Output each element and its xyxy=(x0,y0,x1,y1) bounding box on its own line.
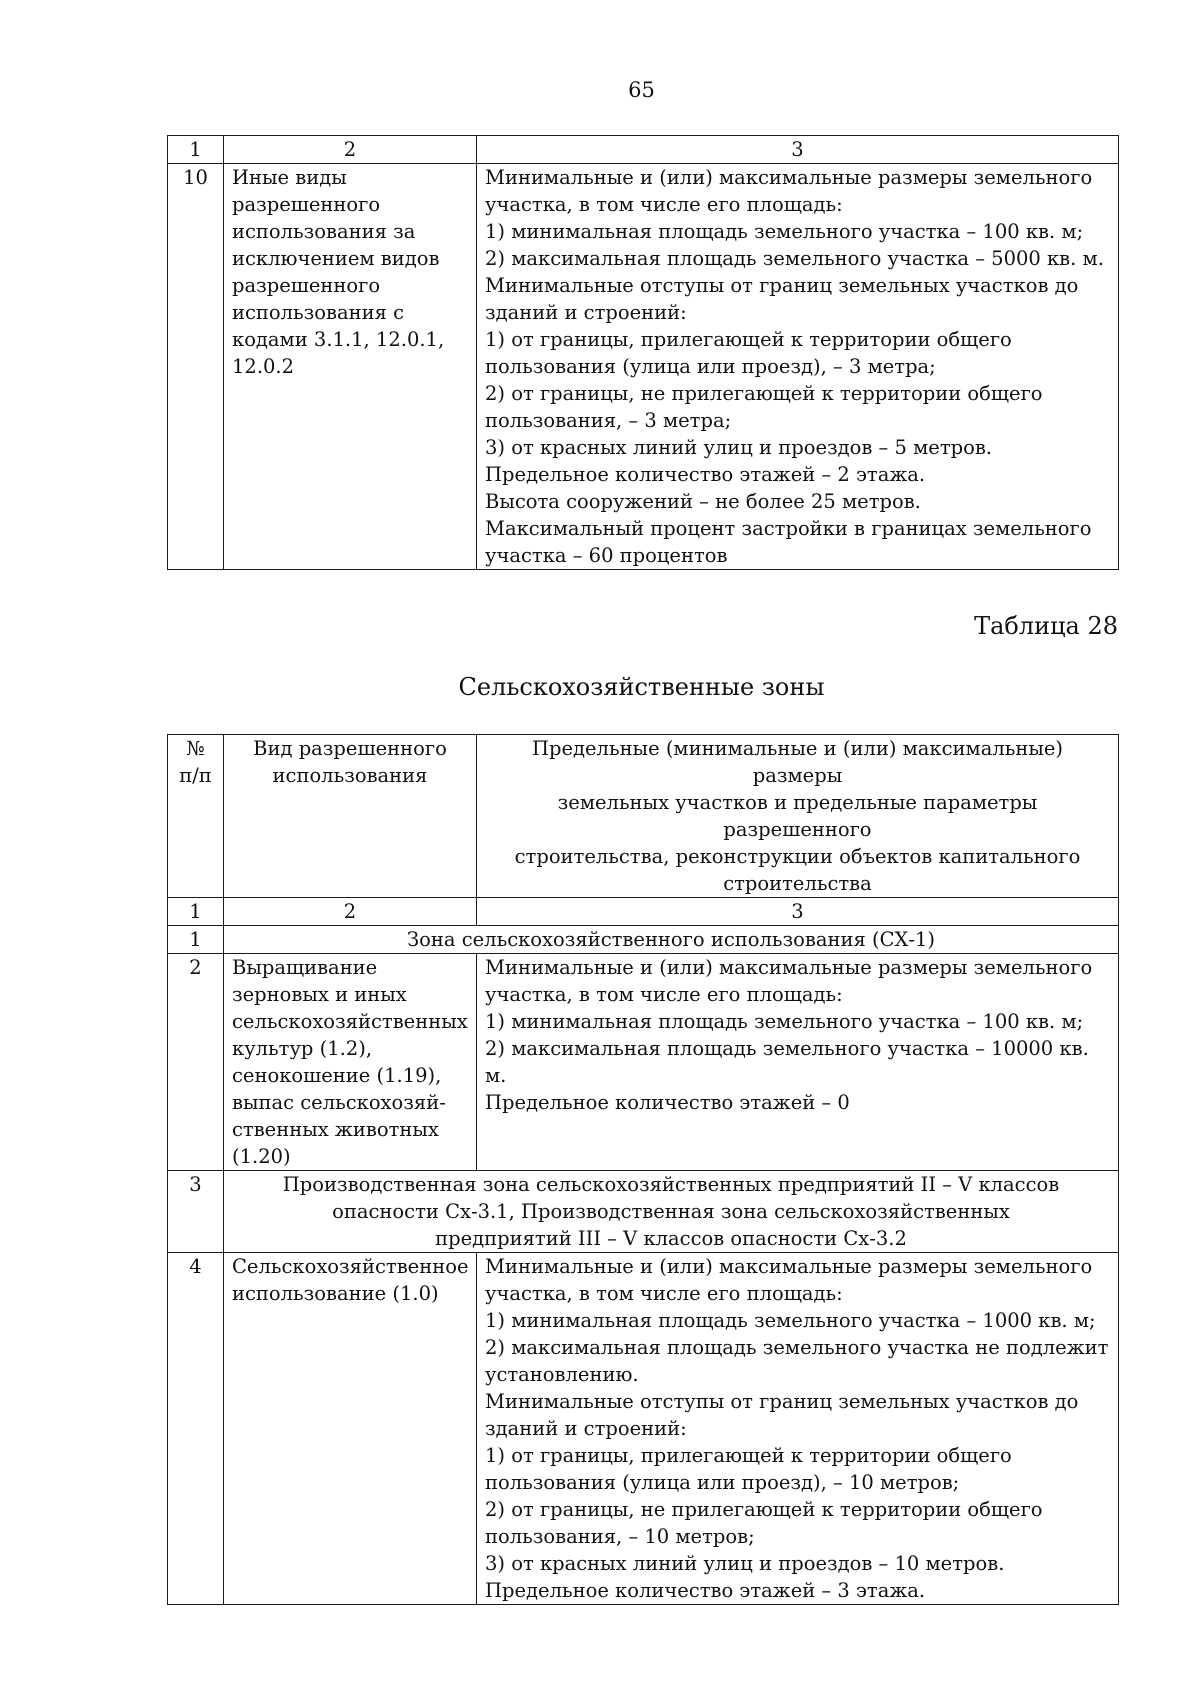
text-line: использования с xyxy=(232,301,405,324)
text-line: использования за xyxy=(232,220,416,243)
text-line: сенокошение (1.19), xyxy=(232,1064,442,1087)
text-line: сельскохозяйственных xyxy=(232,1010,468,1033)
text-line: зданий и строений: xyxy=(485,301,687,324)
zoning-table-continued xyxy=(167,135,1119,570)
text-line: 1) от границы, прилегающей к территории общего xyxy=(485,1444,1012,1467)
text-line: кодами 3.1.1, 12.0.1, xyxy=(232,328,445,351)
text-line: участка, в том числе его площадь: xyxy=(485,983,843,1006)
text-line: 2) от границы, не прилегающей к территории общего xyxy=(485,382,1043,405)
zone-name: Зона сельскохозяйственного использования (СХ-1) xyxy=(224,926,1119,954)
usage-type-cell xyxy=(224,1253,477,1605)
text-line: строительства xyxy=(723,872,872,895)
col-number-1: 1 xyxy=(168,898,224,926)
text-line: пользования (улица или проезд), – 10 метров; xyxy=(485,1471,960,1494)
row-number: 2 xyxy=(168,954,224,1171)
text-line: предприятий III – V классов опасности Сх-3.2 xyxy=(435,1227,907,1250)
text-line: участка, в том числе его площадь: xyxy=(485,1282,843,1305)
text-line: п/п xyxy=(179,764,212,787)
header-usage-type xyxy=(224,735,477,898)
text-line: 1) от границы, прилегающей к территории общего xyxy=(485,328,1012,351)
text-line: № xyxy=(186,737,205,760)
text-line: участка – 60 процентов xyxy=(485,544,728,567)
text-line: исключением видов xyxy=(232,247,440,270)
text-line: пользования (улица или проезд), – 3 метра; xyxy=(485,355,936,378)
col-number-3: 3 xyxy=(477,898,1119,926)
agricultural-zones-table xyxy=(167,734,1119,1605)
text-line: пользования, – 3 метра; xyxy=(485,409,732,432)
text-line: 2) максимальная площадь земельного участка – 5000 кв. м. xyxy=(485,247,1104,270)
text-line: Минимальные и (или) максимальные размеры земельного xyxy=(485,956,1093,979)
zone-name xyxy=(224,1171,1119,1253)
page-number: 65 xyxy=(628,78,655,102)
text-line: выпас сельскохозяй- xyxy=(232,1091,446,1114)
text-line: Предельное количество этажей – 3 этажа. xyxy=(485,1579,926,1602)
text-line: 1) минимальная площадь земельного участка – 1000 кв. м; xyxy=(485,1309,1096,1332)
text-line: строительства, реконструкции объектов капитального xyxy=(514,845,1081,868)
row-number: 3 xyxy=(168,1171,224,1253)
text-line: разрешенного xyxy=(232,193,381,216)
text-line: культур (1.2), xyxy=(232,1037,373,1060)
col-number-1: 1 xyxy=(168,136,224,164)
table-title: Сельскохозяйственные зоны xyxy=(458,673,825,701)
text-line: использования xyxy=(272,764,428,787)
text-line: Минимальные отступы от границ земельных участков до xyxy=(485,274,1079,297)
header-number xyxy=(168,735,224,898)
text-line: 1) минимальная площадь земельного участка – 100 кв. м; xyxy=(485,220,1084,243)
text-line: 2) максимальная площадь земельного участка не подлежит xyxy=(485,1336,1109,1359)
row-number: 4 xyxy=(168,1253,224,1605)
parameters-cell xyxy=(477,164,1119,570)
row-number: 1 xyxy=(168,926,224,954)
text-line: Производственная зона сельскохозяйственных предприятий II – V классов xyxy=(282,1173,1060,1196)
text-line: Предельное количество этажей – 2 этажа. xyxy=(485,463,926,486)
text-line: 12.0.2 xyxy=(232,355,295,378)
text-line: использование (1.0) xyxy=(232,1282,439,1305)
text-line: Выращивание xyxy=(232,956,378,979)
parameters-cell xyxy=(477,954,1119,1171)
col-number-2: 2 xyxy=(224,136,477,164)
column-number-row xyxy=(168,136,1119,164)
text-line: ственных животных xyxy=(232,1118,439,1141)
table-number: Таблица 28 xyxy=(974,612,1118,640)
text-line: (1.20) xyxy=(232,1145,291,1168)
text-line: Минимальные и (или) максимальные размеры земельного xyxy=(485,166,1093,189)
text-line: Предельные (минимальные и (или) максимальные) размеры xyxy=(531,737,1070,787)
text-line: Минимальные отступы от границ земельных участков до xyxy=(485,1390,1079,1413)
col-number-2: 2 xyxy=(224,898,477,926)
text-line: пользования, – 10 метров; xyxy=(485,1525,755,1548)
usage-type-cell xyxy=(224,954,477,1171)
parameters-cell xyxy=(477,1253,1119,1605)
text-line: Иные виды xyxy=(232,166,347,189)
text-line: Вид разрешенного xyxy=(253,737,447,760)
table-row xyxy=(168,1253,1119,1605)
text-line: 2) от границы, не прилегающей к территории общего xyxy=(485,1498,1043,1521)
text-line: зерновых и иных xyxy=(232,983,407,1006)
text-line: участка, в том числе его площадь: xyxy=(485,193,843,216)
text-line: 3) от красных линий улиц и проездов – 10 метров. xyxy=(485,1552,1005,1575)
zone-header-row xyxy=(168,926,1119,954)
text-line: 3) от красных линий улиц и проездов – 5 метров. xyxy=(485,436,992,459)
text-line: земельных участков и предельные параметры разрешенного xyxy=(557,791,1044,841)
text-line: разрешенного xyxy=(232,274,381,297)
table-row xyxy=(168,954,1119,1171)
zone-header-row xyxy=(168,1171,1119,1253)
text-line: опасности Сх-3.1, Производственная зона сельскохозяйственных xyxy=(332,1200,1010,1223)
text-line: Предельное количество этажей – 0 xyxy=(485,1091,850,1114)
text-line: установлению. xyxy=(485,1363,639,1386)
text-line: 1) минимальная площадь земельного участка – 100 кв. м; xyxy=(485,1010,1084,1033)
text-line: 2) максимальная площадь земельного участка – 10000 кв. м. xyxy=(485,1037,1095,1087)
text-line: зданий и строений: xyxy=(485,1417,687,1440)
table-row xyxy=(168,164,1119,570)
col-number-3: 3 xyxy=(477,136,1119,164)
text-line: Высота сооружений – не более 25 метров. xyxy=(485,490,921,513)
text-line: Минимальные и (или) максимальные размеры земельного xyxy=(485,1255,1093,1278)
header-row xyxy=(168,735,1119,898)
row-number: 10 xyxy=(168,164,224,570)
text-line: Максимальный процент застройки в границах земельного xyxy=(485,517,1092,540)
header-parameters xyxy=(477,735,1119,898)
text-line: Сельскохозяйственное xyxy=(232,1255,469,1278)
column-number-row xyxy=(168,898,1119,926)
usage-type-cell xyxy=(224,164,477,570)
